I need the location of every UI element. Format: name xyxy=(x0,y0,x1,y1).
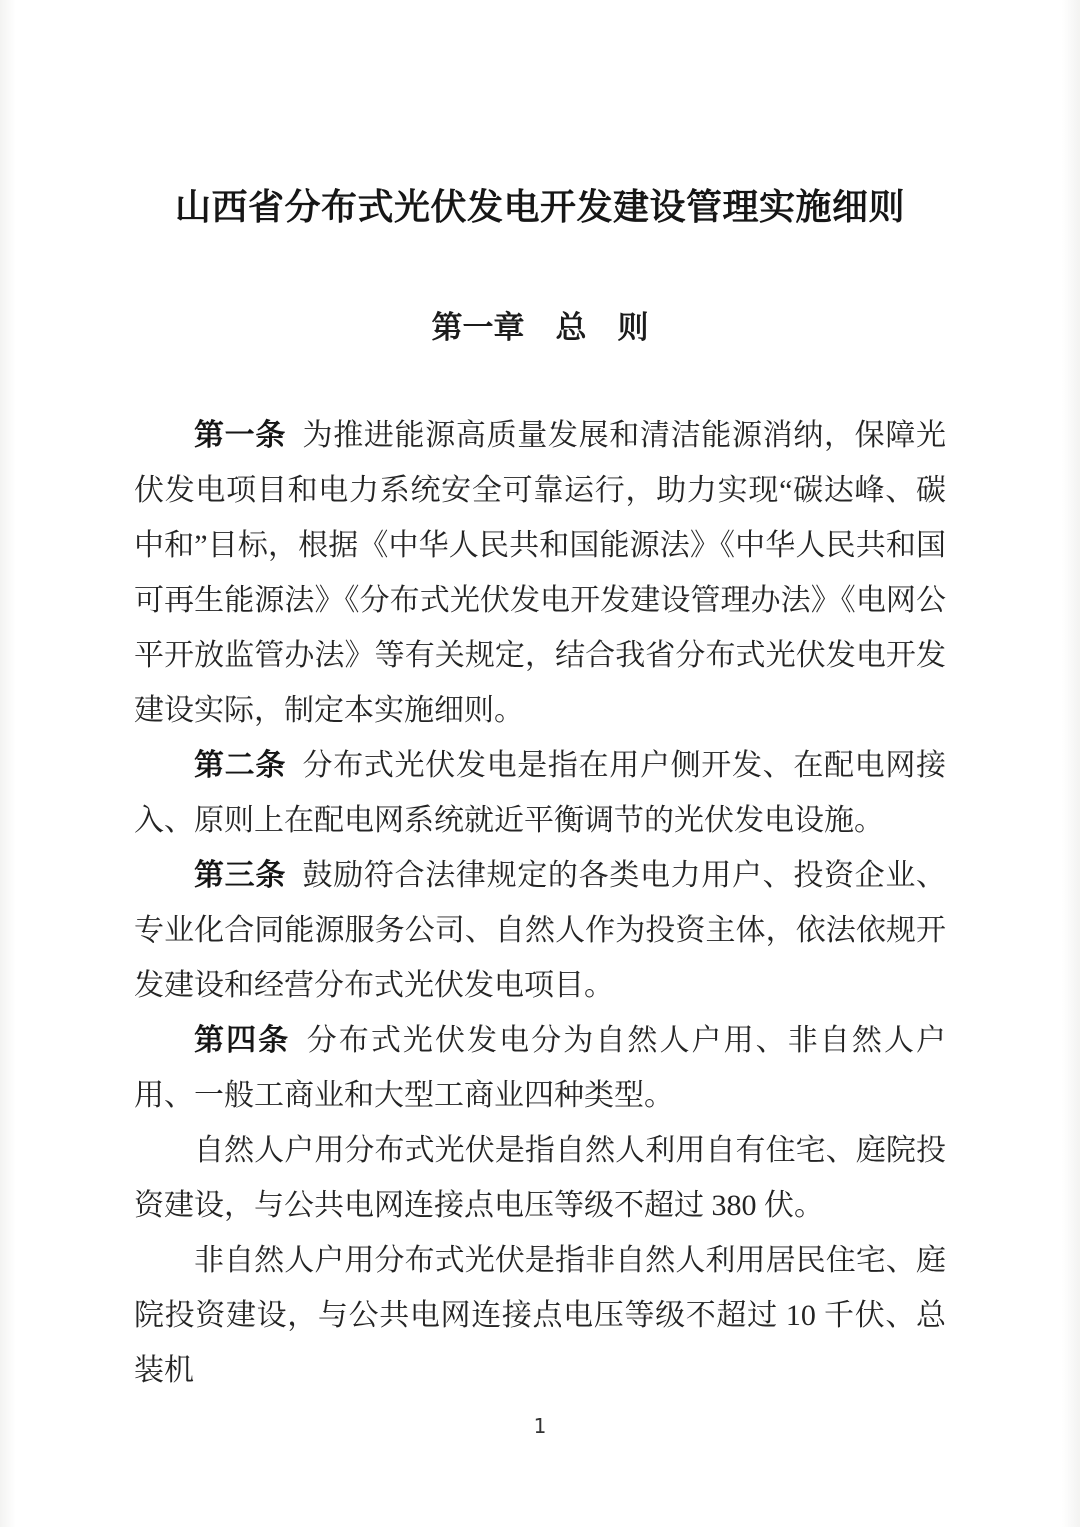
paragraph-natural-person-definition xyxy=(134,1123,946,1233)
paragraph-6-text: 非自然人户用分布式光伏是指非自然人利用居民住宅、庭院投资建设，与公共电网连接点电压等级不超过 10 千伏、总装机 xyxy=(134,1244,946,1388)
article-2-text: 分布式光伏发电是指在用户侧开发、在配电网接入、原则上在配电网系统就近平衡调节的光伏发电设施。 xyxy=(134,749,947,838)
article-4-number: 第四条 xyxy=(194,1024,291,1058)
paragraph-article-4 xyxy=(134,1013,946,1123)
document-title: 山西省分布式光伏发电开发建设管理实施细则 xyxy=(174,187,905,227)
article-3-number: 第三条 xyxy=(194,859,287,893)
paragraph-article-2 xyxy=(134,738,946,848)
chapter-heading: 第一章 总 则 xyxy=(431,310,649,346)
article-2-number: 第二条 xyxy=(194,749,287,783)
paragraph-5-text: 自然人户用分布式光伏是指自然人利用自有住宅、庭院投资建设，与公共电网连接点电压等级不超过 380 伏。 xyxy=(134,1134,946,1223)
document-body xyxy=(134,408,946,1398)
article-4-text: 分布式光伏发电分为自然人户用、非自然人户用、一般工商业和大型工商业四种类型。 xyxy=(134,1024,947,1113)
article-3-text: 鼓励符合法律规定的各类电力用户、投资企业、专业化合同能源服务公司、自然人作为投资主体，依法依规开发建设和经营分布式光伏发电项目。 xyxy=(134,859,947,1003)
article-1-number: 第一条 xyxy=(194,419,287,453)
paragraph-non-natural-person-definition xyxy=(134,1233,946,1398)
paragraph-article-3 xyxy=(134,848,946,1013)
article-1-text: 为推进能源高质量发展和清洁能源消纳，保障光伏发电项目和电力系统安全可靠运行，助力实现“碳达峰、碳中和”目标，根据《中华人民共和国能源法》《中华人民共和国可再生能源法》《分布式光伏发电开发建设管理办法》《电网公平开放监管办法》等有关规定，结合我省分布式光伏发电开发建设实际，制定本实施细则。 xyxy=(134,419,947,728)
page-number: 1 xyxy=(533,1414,547,1438)
paragraph-article-1 xyxy=(134,408,946,738)
